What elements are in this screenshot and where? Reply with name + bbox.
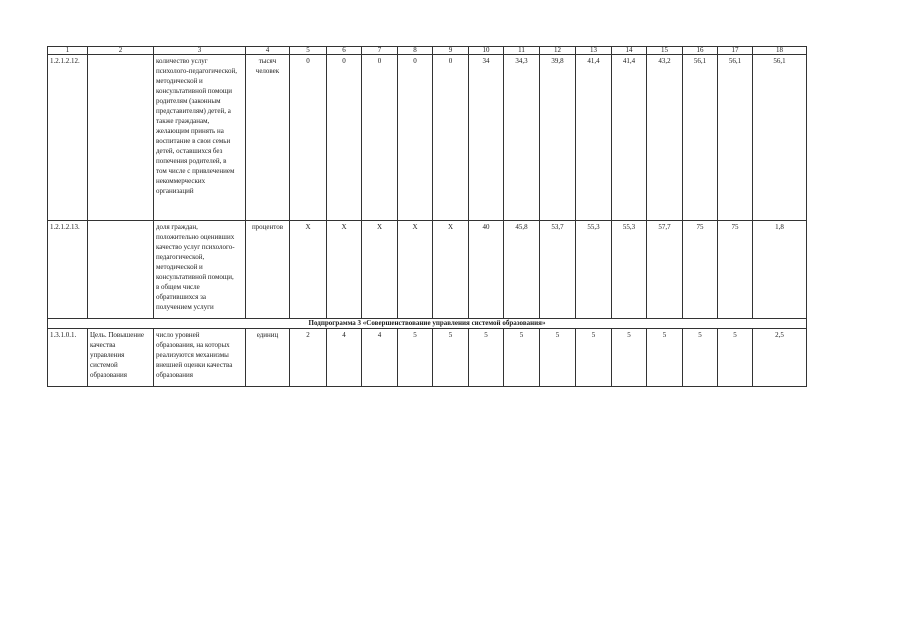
value-cell: Х <box>398 221 433 319</box>
value-cell: 56,1 <box>753 55 807 221</box>
value-cell: 53,7 <box>540 221 576 319</box>
value-cell: 56,1 <box>683 55 718 221</box>
value-cell: 0 <box>362 55 398 221</box>
value-cell: 75 <box>683 221 718 319</box>
row-code: 1.3.1.0.1. <box>48 329 88 387</box>
column-number: 2 <box>88 47 154 55</box>
value-cell: 1,8 <box>753 221 807 319</box>
indicators-table <box>47 46 807 387</box>
row-goal <box>88 221 154 319</box>
row-goal: Цель. Повышение качества управления системой образования <box>88 329 154 387</box>
column-number: 12 <box>540 47 576 55</box>
row-goal <box>88 55 154 221</box>
column-number: 18 <box>753 47 807 55</box>
value-cell: 34 <box>469 55 504 221</box>
value-cell: 5 <box>718 329 753 387</box>
column-number: 14 <box>612 47 647 55</box>
subprogram-title: Подпрограмма 3 «Совершенствование управления системой образования» <box>48 319 807 329</box>
value-cell: 0 <box>398 55 433 221</box>
value-cell: 2 <box>290 329 327 387</box>
value-cell: 5 <box>647 329 683 387</box>
value-cell: 5 <box>469 329 504 387</box>
row-unit: единиц <box>246 329 290 387</box>
row-unit: процентов <box>246 221 290 319</box>
value-cell: Х <box>433 221 469 319</box>
row-unit: тысяч человек <box>246 55 290 221</box>
value-cell: 0 <box>327 55 362 221</box>
column-number-row <box>48 47 807 55</box>
column-number: 17 <box>718 47 753 55</box>
value-cell: 56,1 <box>718 55 753 221</box>
table-row <box>48 55 807 221</box>
value-cell: 5 <box>398 329 433 387</box>
row-code: 1.2.1.2.13. <box>48 221 88 319</box>
value-cell: Х <box>327 221 362 319</box>
column-number: 16 <box>683 47 718 55</box>
value-cell: 40 <box>469 221 504 319</box>
value-cell: 4 <box>327 329 362 387</box>
value-cell: 5 <box>683 329 718 387</box>
column-number: 13 <box>576 47 612 55</box>
column-number: 9 <box>433 47 469 55</box>
column-number: 4 <box>246 47 290 55</box>
value-cell: 55,3 <box>612 221 647 319</box>
column-number: 8 <box>398 47 433 55</box>
value-cell: 5 <box>540 329 576 387</box>
column-number: 3 <box>154 47 246 55</box>
column-number: 10 <box>469 47 504 55</box>
value-cell: 55,3 <box>576 221 612 319</box>
value-cell: 5 <box>576 329 612 387</box>
value-cell: Х <box>362 221 398 319</box>
value-cell: 5 <box>612 329 647 387</box>
value-cell: 5 <box>433 329 469 387</box>
value-cell: 43,2 <box>647 55 683 221</box>
subprogram-row <box>48 319 807 329</box>
value-cell: 2,5 <box>753 329 807 387</box>
value-cell: 34,3 <box>504 55 540 221</box>
column-number: 11 <box>504 47 540 55</box>
value-cell: 0 <box>290 55 327 221</box>
column-number: 6 <box>327 47 362 55</box>
value-cell: 0 <box>433 55 469 221</box>
value-cell: 41,4 <box>612 55 647 221</box>
value-cell: 75 <box>718 221 753 319</box>
row-indicator: число уровней образования, на которых реализуются механизмы внешней оценки качества образования <box>154 329 246 387</box>
value-cell: 39,8 <box>540 55 576 221</box>
row-indicator: количество услуг психолого-педагогической, методической и консультативной помощи родителям (законным представителям) детей, а также гражданам, желающим принять на воспитание в свои семьи детей, оставшихся без попечения родителей, в том числе с привлечением некоммерческих организаций <box>154 55 246 221</box>
value-cell: 57,7 <box>647 221 683 319</box>
column-number: 1 <box>48 47 88 55</box>
value-cell: Х <box>290 221 327 319</box>
column-number: 5 <box>290 47 327 55</box>
value-cell: 41,4 <box>576 55 612 221</box>
row-indicator: доля граждан, положительно оценивших качество услуг психолого- педагогической, методической и консультативной помощи, в общем числе обратившихся за получением услуги <box>154 221 246 319</box>
value-cell: 45,8 <box>504 221 540 319</box>
column-number: 15 <box>647 47 683 55</box>
table-row <box>48 329 807 387</box>
value-cell: 5 <box>504 329 540 387</box>
column-number: 7 <box>362 47 398 55</box>
table-row <box>48 221 807 319</box>
row-code: 1.2.1.2.12. <box>48 55 88 221</box>
value-cell: 4 <box>362 329 398 387</box>
